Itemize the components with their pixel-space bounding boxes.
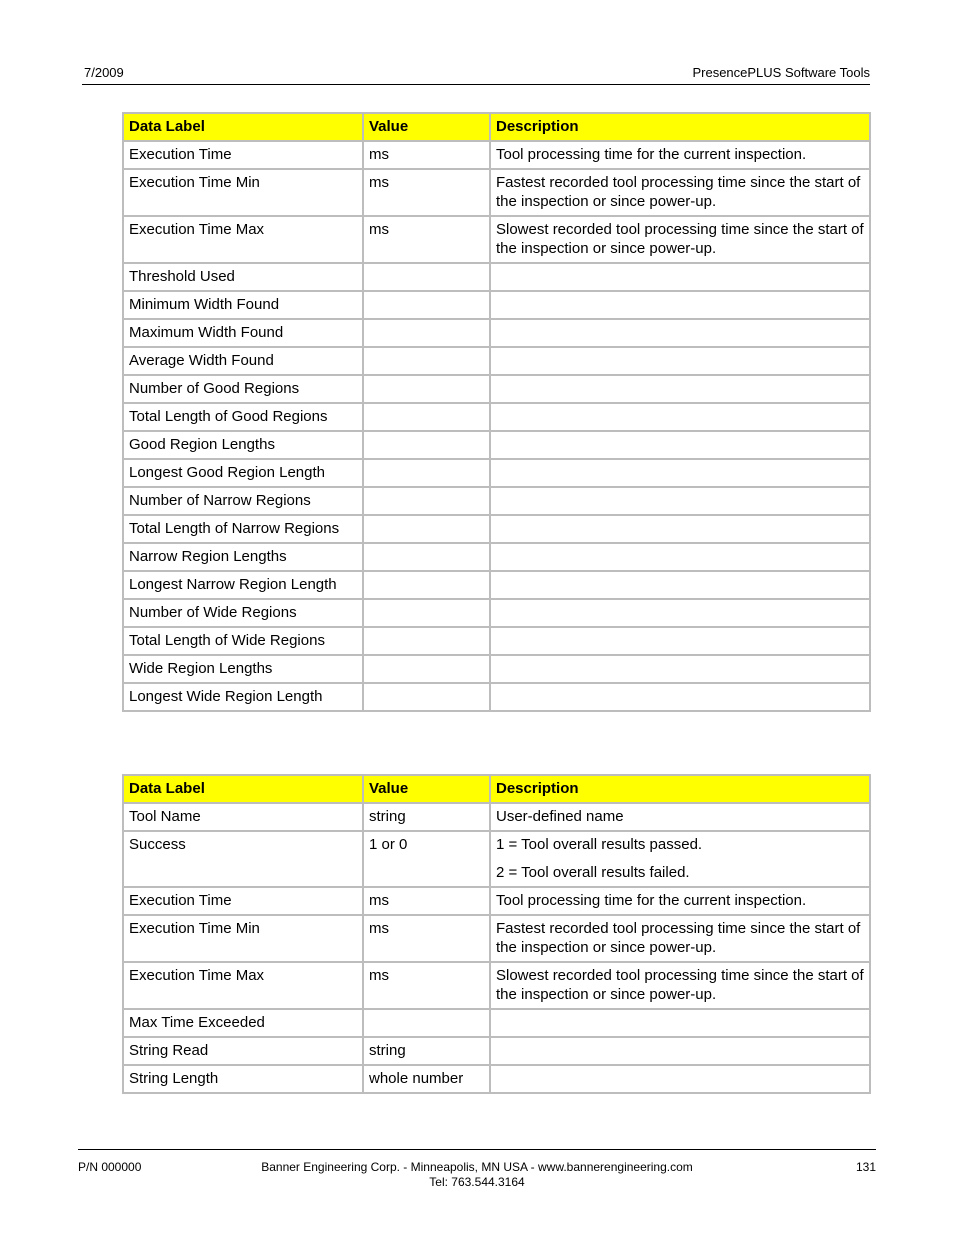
data-label-cell: Average Width Found [123,347,363,375]
description-cell [490,627,870,655]
description-cell [490,655,870,683]
value-cell: 1 or 0 [363,831,490,887]
description-cell [490,683,870,711]
data-label-cell: Total Length of Good Regions [123,403,363,431]
table-row [123,403,870,431]
table-row [123,319,870,347]
description-cell: Slowest recorded tool processing time since the start of the inspection or since power-up. [490,962,870,1009]
value-cell: whole number [363,1065,490,1093]
value-cell: ms [363,962,490,1009]
table-row [123,543,870,571]
footer-phone: Tel: 763.544.3164 [429,1175,525,1189]
description-cell [490,347,870,375]
table-row [123,375,870,403]
description-cell: Tool processing time for the current inspection. [490,141,870,169]
data-label-cell: Longest Narrow Region Length [123,571,363,599]
value-cell [363,683,490,711]
table-row [123,915,870,962]
header-description: Description [490,775,870,803]
description-cell [490,1009,870,1037]
value-cell: ms [363,887,490,915]
data-label-cell: Execution Time Max [123,216,363,263]
table-header-row [123,113,870,141]
value-cell: ms [363,216,490,263]
description-cell: Slowest recorded tool processing time since the start of the inspection or since power-up. [490,216,870,263]
data-label-cell: Number of Good Regions [123,375,363,403]
table-row [123,431,870,459]
data-label-cell: Max Time Exceeded [123,1009,363,1037]
description-cell [490,375,870,403]
data-label-cell: Success [123,831,363,887]
value-cell: ms [363,915,490,962]
value-cell [363,347,490,375]
table-row [123,515,870,543]
description-cell [490,543,870,571]
footer-page-number: 131 [855,1160,876,1174]
table-row [123,459,870,487]
value-cell [363,1009,490,1037]
description-cell [490,487,870,515]
data-label-cell: Execution Time [123,141,363,169]
description-cell [490,831,870,887]
data-label-cell: Narrow Region Lengths [123,543,363,571]
data-table-2 [122,774,871,1094]
value-cell: ms [363,169,490,216]
description-cell [490,515,870,543]
description-line: 1 = Tool overall results passed. [496,836,703,853]
footer-company-line: Banner Engineering Corp. - Minneapolis, MN USA - www.bannerengineering.com [261,1160,693,1174]
header-value: Value [363,113,490,141]
value-cell [363,459,490,487]
data-label-cell: Execution Time Min [123,169,363,216]
description-cell: Fastest recorded tool processing time since the start of the inspection or since power-up. [490,915,870,962]
table-row [123,141,870,169]
value-cell [363,431,490,459]
data-label-cell: Total Length of Wide Regions [123,627,363,655]
header-description: Description [490,113,870,141]
description-cell [490,263,870,291]
value-cell [363,263,490,291]
footer-part-number: P/N 000000 [78,1160,142,1174]
table-header-row [123,775,870,803]
data-label-cell: String Length [123,1065,363,1093]
description-cell [490,431,870,459]
description-cell [490,571,870,599]
value-cell [363,599,490,627]
data-label-cell: Threshold Used [123,263,363,291]
data-label-cell: Good Region Lengths [123,431,363,459]
description-cell [490,319,870,347]
value-cell [363,543,490,571]
data-label-cell: Wide Region Lengths [123,655,363,683]
table-row [123,291,870,319]
header-value: Value [363,775,490,803]
description-cell [490,1037,870,1065]
value-cell: string [363,1037,490,1065]
value-cell [363,515,490,543]
page-header [82,64,870,85]
data-label-cell: Total Length of Narrow Regions [123,515,363,543]
table-row [123,655,870,683]
table-row [123,627,870,655]
table-row [123,962,870,1009]
value-cell [363,403,490,431]
data-label-cell: Execution Time Min [123,915,363,962]
footer-company [78,1160,876,1190]
data-table-1 [122,112,871,712]
value-cell [363,571,490,599]
table-row [123,216,870,263]
value-cell [363,375,490,403]
table-row [123,1009,870,1037]
table-row [123,169,870,216]
description-cell: User-defined name [490,803,870,831]
value-cell [363,487,490,515]
data-label-cell: Longest Good Region Length [123,459,363,487]
value-cell: ms [363,141,490,169]
value-cell [363,319,490,347]
table-row [123,887,870,915]
description-cell [490,459,870,487]
data-label-cell: Execution Time [123,887,363,915]
page-footer [78,1149,876,1195]
table-row [123,263,870,291]
value-cell [363,655,490,683]
header-date: 7/2009 [84,65,124,80]
description-cell: Fastest recorded tool processing time since the start of the inspection or since power-up. [490,169,870,216]
header-data-label: Data Label [123,775,363,803]
table-row [123,1065,870,1093]
description-cell [490,403,870,431]
table-row [123,571,870,599]
description-line: 2 = Tool overall results failed. [496,864,690,881]
table-row [123,1037,870,1065]
description-cell: Tool processing time for the current inspection. [490,887,870,915]
header-title: PresencePLUS Software Tools [692,65,870,80]
value-cell [363,627,490,655]
data-label-cell: Minimum Width Found [123,291,363,319]
data-label-cell: Number of Wide Regions [123,599,363,627]
data-label-cell: Number of Narrow Regions [123,487,363,515]
table-row [123,347,870,375]
table-row [123,599,870,627]
description-cell [490,291,870,319]
data-label-cell: Longest Wide Region Length [123,683,363,711]
data-label-cell: Execution Time Max [123,962,363,1009]
description-cell [490,599,870,627]
header-data-label: Data Label [123,113,363,141]
table-row [123,683,870,711]
data-label-cell: Tool Name [123,803,363,831]
table-row [123,831,870,887]
data-label-cell: String Read [123,1037,363,1065]
description-cell [490,1065,870,1093]
table-row [123,487,870,515]
value-cell: string [363,803,490,831]
table-row [123,803,870,831]
value-cell [363,291,490,319]
data-label-cell: Maximum Width Found [123,319,363,347]
